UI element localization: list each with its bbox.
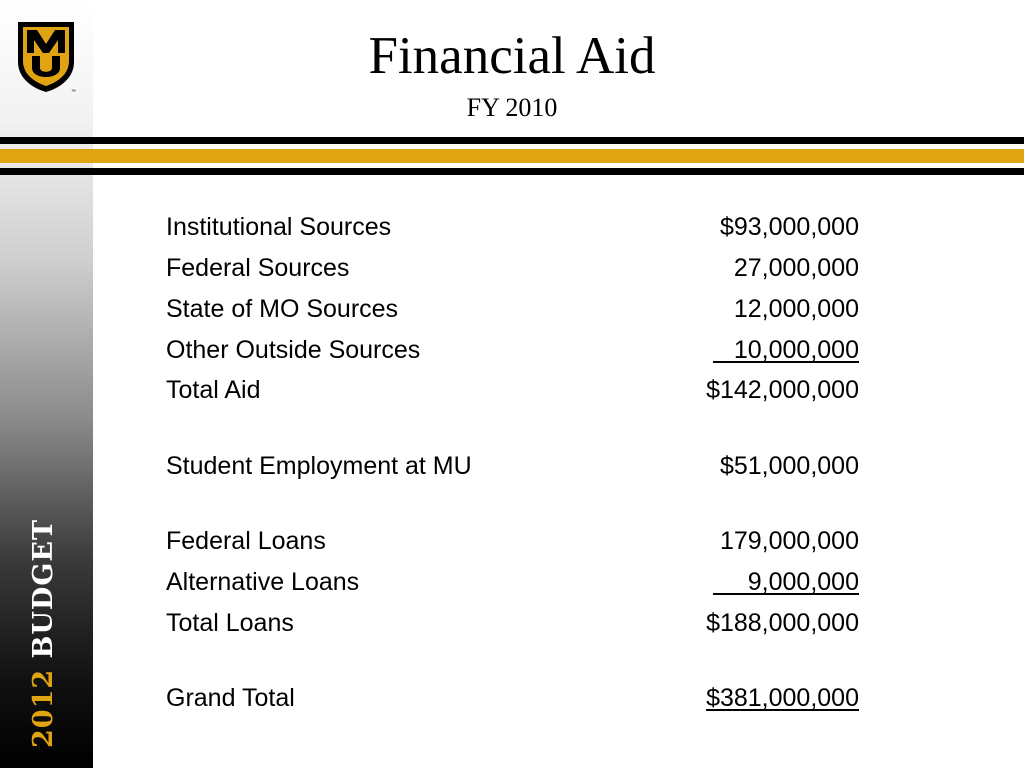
slide-title: Financial Aid (368, 27, 656, 85)
table-row (166, 681, 859, 715)
table-row (166, 333, 859, 367)
table-row (166, 251, 859, 285)
row-label: Total Aid (166, 376, 261, 404)
row-label: Other Outside Sources (166, 336, 421, 364)
row-label: Alternative Loans (166, 568, 360, 596)
row-amount: 12,000,000 (733, 295, 859, 323)
row-label: Grand Total (166, 684, 295, 712)
row-amount: 10,000,000 (713, 336, 859, 364)
row-amount: 179,000,000 (719, 527, 859, 555)
row-label: State of MO Sources (166, 295, 399, 323)
row-label: Total Loans (166, 609, 294, 637)
table-row (166, 449, 859, 483)
svg-text:™: ™ (71, 89, 76, 94)
stripe-gold (0, 149, 1024, 163)
row-amount: $51,000,000 (719, 452, 859, 480)
row-amount: $381,000,000 (706, 684, 859, 712)
row-amount: 27,000,000 (733, 254, 859, 282)
row-amount: $93,000,000 (719, 213, 859, 241)
stripe-black-top (0, 137, 1024, 144)
table-row (166, 524, 859, 558)
budget-word: BUDGET (28, 518, 59, 659)
row-amount: $142,000,000 (706, 376, 859, 404)
row-label: Student Employment at MU (166, 452, 472, 480)
table-row (166, 565, 859, 599)
row-label: Federal Loans (166, 527, 326, 555)
row-amount: $188,000,000 (706, 609, 859, 637)
budget-year: 2012 (28, 668, 59, 748)
table-row (166, 606, 859, 640)
budget-year-label (28, 519, 59, 748)
table-row (166, 292, 859, 326)
table-row (166, 210, 859, 244)
slide-subtitle: FY 2010 (466, 93, 558, 122)
row-label: Federal Sources (166, 254, 350, 282)
table-row (166, 373, 859, 407)
stripe-black-bottom (0, 168, 1024, 175)
row-label: Institutional Sources (166, 213, 392, 241)
row-amount: 9,000,000 (713, 568, 859, 596)
